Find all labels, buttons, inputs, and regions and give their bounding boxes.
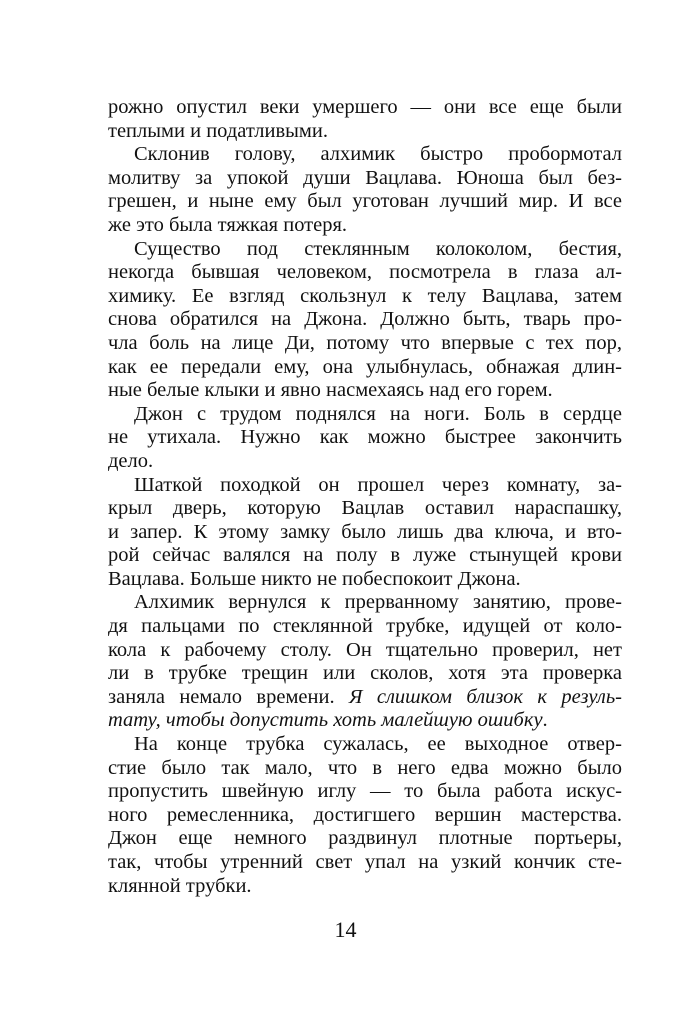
text-line: На конце трубка сужалась, ее выходное отвер- <box>134 733 622 756</box>
text-line: чла боль на лице Ди, потому что впервые с тех пор, <box>108 331 622 354</box>
paragraph <box>108 474 622 592</box>
text-line: Шаткой походкой он прошел через комнату, за- <box>134 473 622 496</box>
paragraph <box>108 403 622 474</box>
text-line: так, чтобы утренний свет упал на узкий кончик сте- <box>108 851 622 873</box>
text-line: снова обратился на Джона. Должно быть, тварь про- <box>108 308 622 331</box>
paragraph <box>108 238 622 403</box>
text-line: и запер. К этому замку было лишь два ключа, и вто- <box>108 520 622 543</box>
paragraph <box>108 591 622 733</box>
text-line: некогда бывшая человеком, посмотрела в глаза ал- <box>108 261 622 284</box>
text-line: Джон еще немного раздвинул плотные портьеры, <box>108 827 622 850</box>
text-line: пропустить швейную иглу — то была работа искус- <box>108 780 622 803</box>
page-number: 14 <box>334 917 357 942</box>
text-line: Вацлава. Больше никто не побеспокоит Джона. <box>108 567 521 590</box>
text-line: Алхимик вернулся к прерванному занятию, прове- <box>134 591 622 614</box>
paragraph <box>108 733 622 898</box>
text-line: дя пальцами по стеклянной трубке, идущей от коло- <box>108 615 622 638</box>
italic-text: тату, чтобы допустить хоть малейшую ошибку <box>108 709 543 732</box>
text-line: стие было так мало, что в него едва можно было <box>108 756 622 779</box>
text-line: рожно опустил веки умершего — они все еще были <box>108 96 622 118</box>
text-line: Существо под стеклянным колоколом, бестия, <box>134 237 622 260</box>
body-text <box>108 96 622 898</box>
paragraph <box>108 96 622 143</box>
text-line: же это была тяжкая потеря. <box>108 213 348 236</box>
text-line: ного ремесленника, достигшего вершин мастерства. <box>108 803 622 826</box>
italic-text: Я слишком близок к резуль- <box>349 685 622 708</box>
text-line: как ее передали ему, она улыбнулась, обнажая длин- <box>108 355 622 378</box>
text-line: Джон с трудом поднялся на ноги. Боль в сердце <box>134 402 622 425</box>
text-line: грешен, и ныне ему был уготован лучший мир. И все <box>108 190 622 213</box>
text-line: клянной трубки. <box>108 874 252 897</box>
text-line: Склонив голову, алхимик быстро пробормотал <box>134 143 622 166</box>
text-line: теплыми и податливыми. <box>108 119 328 142</box>
plain-text: заняла немало времени. <box>108 685 349 708</box>
text-line-italic <box>108 709 622 733</box>
text-line: не утихала. Нужно как можно быстрее закончить <box>108 426 622 449</box>
text-line: молитву за упокой души Вацлава. Юноша был без- <box>108 166 622 189</box>
text-line: рой сейчас валялся на полу в луже стынущей крови <box>108 544 622 567</box>
paragraph <box>108 143 622 237</box>
text-line-mixed <box>108 686 622 710</box>
text-line: ли в трубке трещин или сколов, хотя эта проверка <box>108 662 622 685</box>
text-line: кола к рабочему столу. Он тщательно проверил, нет <box>108 638 622 661</box>
text-line: химику. Ее взгляд скользнул к телу Вацлава, затем <box>108 284 622 307</box>
text-line: ные белые клыки и явно насмехаясь над его горем. <box>108 379 553 402</box>
text-line: дело. <box>108 449 154 472</box>
text-line: крыл дверь, которую Вацлав оставил нараспашку, <box>108 497 622 520</box>
plain-text: . <box>542 709 548 732</box>
